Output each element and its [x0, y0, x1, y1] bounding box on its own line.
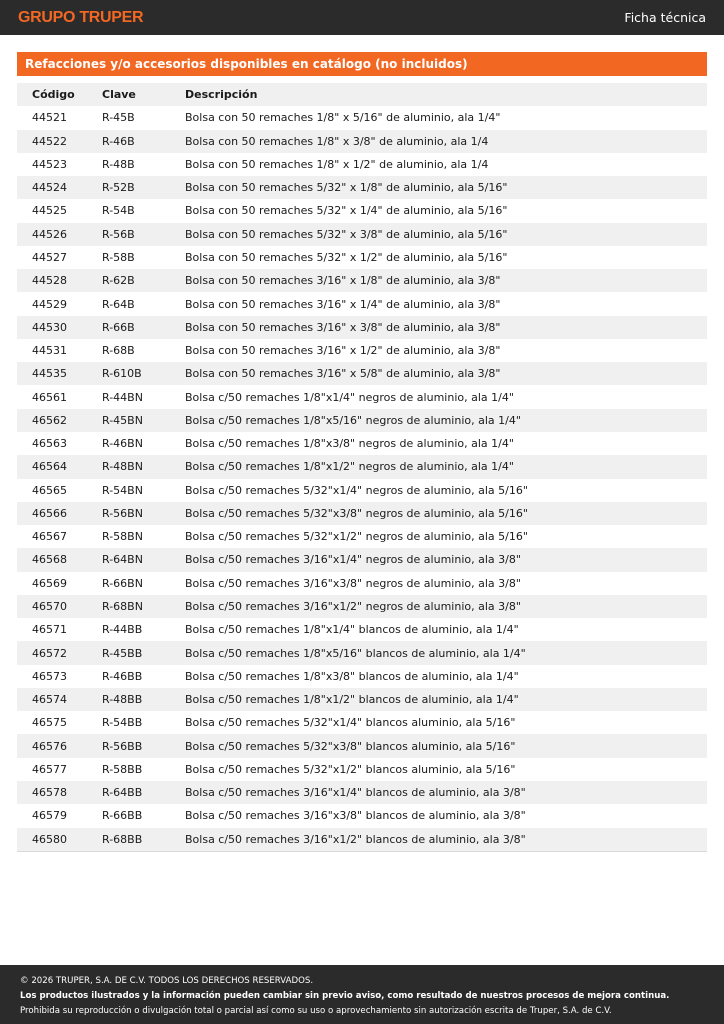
table-row: [17, 525, 707, 548]
cell-description: Bolsa c/50 remaches 5/32"x1/2" blancos aluminio, ala 5/16": [185, 762, 516, 776]
cell-key: R-56BB: [102, 739, 143, 753]
cell-description: Bolsa c/50 remaches 3/16"x3/8" blancos de aluminio, ala 3/8": [185, 809, 526, 823]
cell-code: 44522: [32, 134, 67, 148]
table-row: [17, 362, 707, 385]
table-row: [17, 409, 707, 432]
cell-key: R-610B: [102, 367, 142, 381]
table-row: [17, 548, 707, 571]
cell-code: 44525: [32, 204, 67, 218]
table-row: [17, 804, 707, 827]
cell-key: R-68BN: [102, 599, 143, 613]
parts-table: [17, 83, 707, 852]
cell-code: 46575: [32, 716, 67, 730]
cell-key: R-64B: [102, 297, 135, 311]
table-row: [17, 665, 707, 688]
table-row: [17, 595, 707, 618]
column-header-key: Clave: [102, 88, 136, 102]
footer-prohibition: Prohibida su reproducción o divulgación total o parcial así como su uso o aprovechamiento sin autorización escrita de Truper, S.A. de C.V.: [20, 1006, 612, 1016]
cell-description: Bolsa con 50 remaches 1/8" x 5/16" de aluminio, ala 1/4": [185, 111, 501, 125]
cell-description: Bolsa c/50 remaches 1/8"x3/8" blancos de aluminio, ala 1/4": [185, 669, 519, 683]
cell-key: R-48B: [102, 157, 135, 171]
section-title: Refacciones y/o accesorios disponibles en catálogo (no incluidos): [17, 52, 707, 76]
cell-key: R-62B: [102, 274, 135, 288]
cell-key: R-58BN: [102, 530, 143, 544]
table-row: [17, 572, 707, 595]
table-row: [17, 618, 707, 641]
cell-description: Bolsa c/50 remaches 5/32"x3/8" negros de aluminio, ala 5/16": [185, 506, 528, 520]
cell-code: 44528: [32, 274, 67, 288]
column-header-code: Código: [32, 88, 75, 102]
cell-key: R-64BB: [102, 786, 143, 800]
cell-key: R-64BN: [102, 553, 143, 567]
cell-description: Bolsa c/50 remaches 5/32"x1/2" negros de aluminio, ala 5/16": [185, 530, 528, 544]
cell-key: R-48BB: [102, 693, 143, 707]
cell-key: R-68B: [102, 344, 135, 358]
cell-code: 44524: [32, 181, 67, 195]
table-row: [17, 246, 707, 269]
cell-key: R-54BB: [102, 716, 143, 730]
table-row: [17, 734, 707, 757]
cell-description: Bolsa con 50 remaches 5/32" x 1/4" de aluminio, ala 5/16": [185, 204, 508, 218]
cell-description: Bolsa c/50 remaches 5/32"x3/8" blancos aluminio, ala 5/16": [185, 739, 516, 753]
table-row: [17, 176, 707, 199]
table-row: [17, 641, 707, 664]
cell-key: R-45B: [102, 111, 135, 125]
cell-key: R-58BB: [102, 762, 143, 776]
table-row: [17, 269, 707, 292]
table-row: [17, 385, 707, 408]
cell-code: 46576: [32, 739, 67, 753]
cell-code: 46567: [32, 530, 67, 544]
top-bar: [0, 0, 724, 35]
cell-description: Bolsa con 50 remaches 5/32" x 3/8" de aluminio, ala 5/16": [185, 227, 508, 241]
brand-logo: GRUPO TRUPER: [18, 8, 144, 26]
cell-description: Bolsa con 50 remaches 3/16" x 1/2" de aluminio, ala 3/8": [185, 344, 501, 358]
cell-code: 46570: [32, 599, 67, 613]
cell-key: R-48BN: [102, 460, 143, 474]
cell-description: Bolsa c/50 remaches 5/32"x1/4" blancos aluminio, ala 5/16": [185, 716, 516, 730]
table-body: [17, 106, 707, 851]
cell-key: R-54BN: [102, 483, 143, 497]
cell-description: Bolsa con 50 remaches 3/16" x 3/8" de aluminio, ala 3/8": [185, 320, 501, 334]
table-row: [17, 130, 707, 153]
cell-key: R-44BB: [102, 623, 143, 637]
table-row: [17, 432, 707, 455]
table-row: [17, 781, 707, 804]
cell-key: R-46B: [102, 134, 135, 148]
table-row: [17, 828, 707, 851]
table-row: [17, 292, 707, 315]
cell-key: R-45BN: [102, 413, 143, 427]
table-row: [17, 199, 707, 222]
cell-code: 46563: [32, 437, 67, 451]
table-row: [17, 106, 707, 129]
cell-code: 46564: [32, 460, 67, 474]
cell-description: Bolsa con 50 remaches 3/16" x 1/8" de aluminio, ala 3/8": [185, 274, 501, 288]
cell-key: R-56BN: [102, 506, 143, 520]
table-row: [17, 502, 707, 525]
table-row: [17, 758, 707, 781]
cell-key: R-46BN: [102, 437, 143, 451]
table-header-row: [17, 83, 707, 106]
cell-code: 46562: [32, 413, 67, 427]
cell-description: Bolsa con 50 remaches 1/8" x 1/2" de aluminio, ala 1/4: [185, 157, 489, 171]
cell-description: Bolsa con 50 remaches 5/32" x 1/8" de aluminio, ala 5/16": [185, 181, 508, 195]
cell-description: Bolsa c/50 remaches 1/8"x1/4" negros de aluminio, ala 1/4": [185, 390, 514, 404]
table-row: [17, 479, 707, 502]
cell-key: R-46BB: [102, 669, 143, 683]
table-row: [17, 223, 707, 246]
table-row: [17, 688, 707, 711]
cell-description: Bolsa con 50 remaches 5/32" x 1/2" de aluminio, ala 5/16": [185, 250, 508, 264]
cell-code: 46574: [32, 693, 67, 707]
cell-code: 46571: [32, 623, 67, 637]
cell-description: Bolsa c/50 remaches 1/8"x1/4" blancos de aluminio, ala 1/4": [185, 623, 519, 637]
column-header-description: Descripción: [185, 88, 258, 102]
cell-description: Bolsa c/50 remaches 1/8"x3/8" negros de aluminio, ala 1/4": [185, 437, 514, 451]
cell-code: 46578: [32, 786, 67, 800]
page-footer: [0, 965, 724, 1024]
cell-description: Bolsa c/50 remaches 1/8"x5/16" blancos de aluminio, ala 1/4": [185, 646, 526, 660]
cell-code: 46580: [32, 832, 67, 846]
cell-key: R-58B: [102, 250, 135, 264]
table-row: [17, 711, 707, 734]
document-type-label: Ficha técnica: [624, 10, 706, 25]
cell-code: 44526: [32, 227, 67, 241]
cell-key: R-52B: [102, 181, 135, 195]
cell-code: 46561: [32, 390, 67, 404]
cell-code: 46566: [32, 506, 67, 520]
cell-code: 46579: [32, 809, 67, 823]
cell-description: Bolsa c/50 remaches 3/16"x1/4" negros de aluminio, ala 3/8": [185, 553, 521, 567]
cell-description: Bolsa con 50 remaches 1/8" x 3/8" de aluminio, ala 1/4: [185, 134, 489, 148]
cell-description: Bolsa con 50 remaches 3/16" x 1/4" de aluminio, ala 3/8": [185, 297, 501, 311]
cell-description: Bolsa c/50 remaches 3/16"x1/2" blancos de aluminio, ala 3/8": [185, 832, 526, 846]
cell-key: R-56B: [102, 227, 135, 241]
cell-code: 44523: [32, 157, 67, 171]
cell-code: 46568: [32, 553, 67, 567]
footer-copyright: © 2026 TRUPER, S.A. DE C.V. TODOS LOS DERECHOS RESERVADOS.: [20, 976, 314, 986]
cell-code: 44529: [32, 297, 67, 311]
cell-key: R-68BB: [102, 832, 143, 846]
cell-code: 46569: [32, 576, 67, 590]
cell-code: 46577: [32, 762, 67, 776]
cell-code: 46572: [32, 646, 67, 660]
cell-code: 44530: [32, 320, 67, 334]
cell-description: Bolsa c/50 remaches 3/16"x1/4" blancos de aluminio, ala 3/8": [185, 786, 526, 800]
cell-code: 44535: [32, 367, 67, 381]
cell-description: Bolsa c/50 remaches 1/8"x5/16" negros de aluminio, ala 1/4": [185, 413, 521, 427]
table-row: [17, 153, 707, 176]
cell-description: Bolsa c/50 remaches 3/16"x3/8" negros de aluminio, ala 3/8": [185, 576, 521, 590]
cell-code: 46573: [32, 669, 67, 683]
table-row: [17, 339, 707, 362]
cell-key: R-44BN: [102, 390, 143, 404]
table-bottom-rule: [17, 851, 707, 852]
cell-code: 46565: [32, 483, 67, 497]
cell-key: R-66B: [102, 320, 135, 334]
cell-key: R-54B: [102, 204, 135, 218]
cell-code: 44521: [32, 111, 67, 125]
cell-code: 44531: [32, 344, 67, 358]
cell-description: Bolsa c/50 remaches 5/32"x1/4" negros de aluminio, ala 5/16": [185, 483, 528, 497]
footer-notice: Los productos ilustrados y la información pueden cambiar sin previo aviso, como resultado de nuestros procesos de mejora continua.: [20, 991, 670, 1001]
cell-description: Bolsa c/50 remaches 1/8"x1/2" negros de aluminio, ala 1/4": [185, 460, 514, 474]
cell-key: R-66BN: [102, 576, 143, 590]
cell-description: Bolsa c/50 remaches 3/16"x1/2" negros de aluminio, ala 3/8": [185, 599, 521, 613]
cell-key: R-45BB: [102, 646, 143, 660]
cell-description: Bolsa c/50 remaches 1/8"x1/2" blancos de aluminio, ala 1/4": [185, 693, 519, 707]
table-row: [17, 316, 707, 339]
cell-key: R-66BB: [102, 809, 143, 823]
table-row: [17, 455, 707, 478]
cell-description: Bolsa con 50 remaches 3/16" x 5/8" de aluminio, ala 3/8": [185, 367, 501, 381]
cell-code: 44527: [32, 250, 67, 264]
